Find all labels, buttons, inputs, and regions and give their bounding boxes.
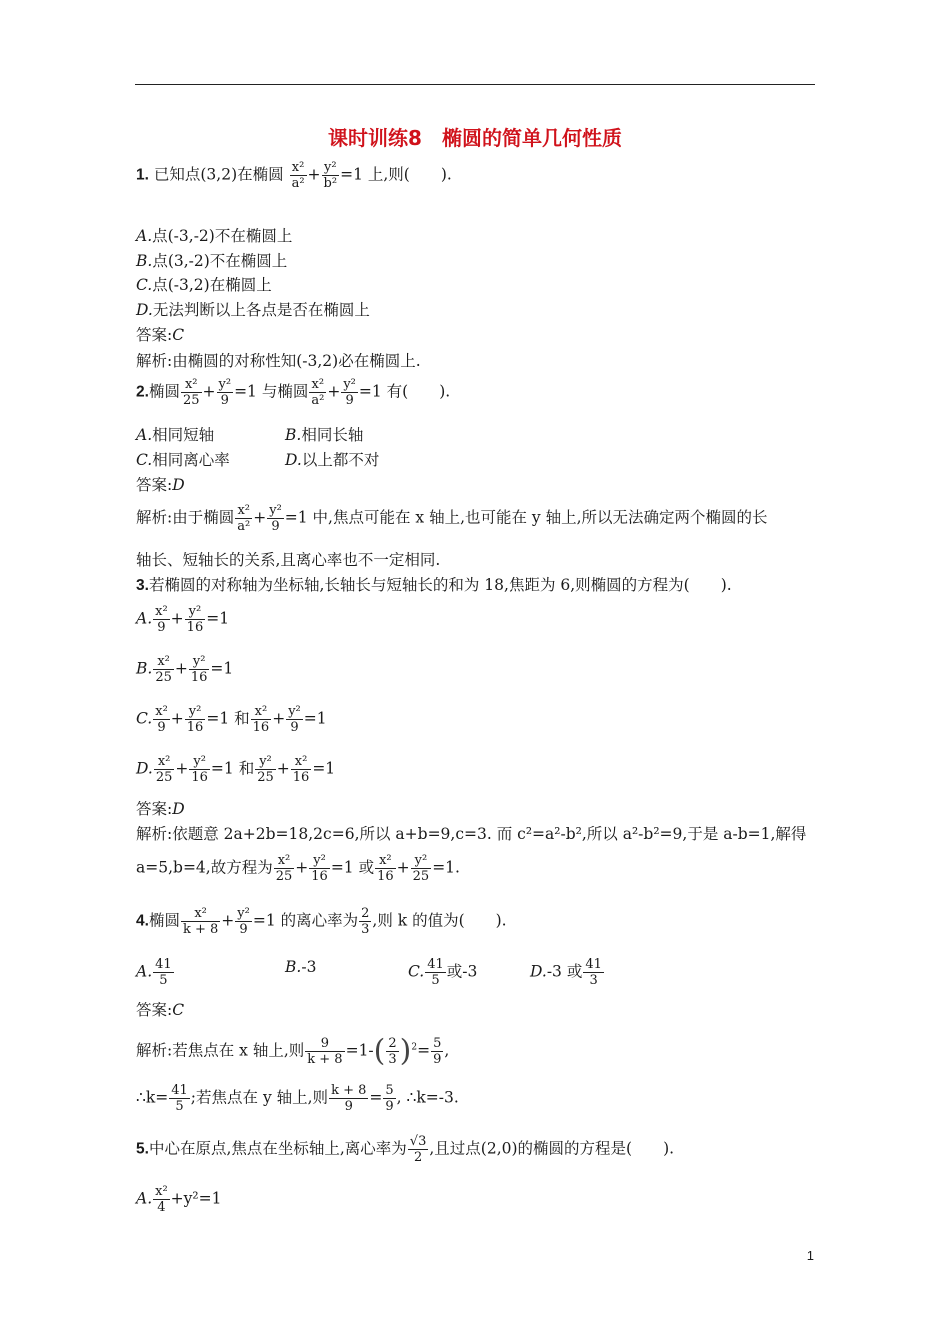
fraction: $\frac{\text{y²}}{9}$ — [343, 377, 356, 408]
fraction: $\frac{\text{x²}}{\text{a²}}$ — [311, 377, 325, 408]
fraction: $\frac{\text{y²}}{16}$ — [311, 853, 328, 884]
q2-stem: 2.椭圆 $\frac{\text{x²}}{25}$ + $\frac{\text{y²}}{9}$ =1 与椭圆 $\frac{\text{x²}}{\text{a²}}$ + $\frac{\text{y²}}{9}$ =1 有( ). — [136, 377, 451, 408]
page-number: 1 — [806, 1248, 814, 1263]
fraction: $\frac{2}{3}$ — [361, 906, 370, 937]
q3-analysis-cont: a=5,b=4,故方程为 $\frac{\text{x²}}{25}$ + $\frac{\text{y²}}{16}$ =1 或 $\frac{\text{x²}}{16}$ + $\frac{\text{y²}}{25}$ =1. — [136, 853, 460, 884]
fraction: $\frac{\text{x²}}{16}$ — [292, 754, 310, 785]
fraction: $\frac{\text{x²}}{4}$ — [155, 1184, 168, 1215]
q1-option-c: C.点(-3,2)在椭圆上 — [136, 276, 272, 294]
fraction: $\frac{√3}{2}$ — [409, 1134, 427, 1165]
fraction: $\frac{\text{x²}}{16}$ — [377, 853, 394, 884]
q1-answer: 答案:C — [136, 326, 185, 344]
fraction: $\frac{\text{x²}}{\text{a²}}$ — [237, 503, 251, 534]
fraction: $\frac{5}{9}$ — [433, 1036, 442, 1067]
fraction: $\frac{\text{x²}}{9}$ — [155, 604, 168, 635]
q5-option-a: A. $\frac{\text{x²}}{4}$ +y²=1 — [136, 1184, 222, 1215]
q3-stem: 3.若椭圆的对称轴为坐标轴,长轴长与短轴长的和为 18,焦距为 6,则椭圆的方程为( ). — [136, 576, 732, 594]
q3-answer: 答案:D — [136, 800, 185, 818]
fraction: $\frac{\text{x²}}{\text{a²}}$ — [291, 160, 305, 191]
q3-option-a: A. $\frac{\text{x²}}{9}$ + $\frac{\text{y²}}{16}$ =1 — [136, 604, 230, 635]
fraction: $\frac{k + 8}{9}$ — [331, 1083, 367, 1114]
q3-analysis: 解析:依题意 2a+2b=18,2c=6,所以 a+b=9,c=3. 而 c²=a²-b²,所以 a²-b²=9,于是 a-b=1,解得 — [136, 825, 807, 843]
q3-option-d: D. $\frac{\text{x²}}{25}$ + $\frac{\text{y²}}{16}$ =1 和 $\frac{\text{y²}}{25}$ + $\frac{\text{x²}}{16}$ =1 — [136, 754, 336, 785]
fraction: $\frac{5}{9}$ — [385, 1083, 394, 1114]
q3-option-b: B. $\frac{\text{x²}}{25}$ + $\frac{\text{y²}}{16}$ =1 — [136, 654, 234, 685]
q1-option-b: B.点(3,-2)不在椭圆上 — [136, 252, 288, 270]
q4-stem: 4.椭圆 $\frac{\text{x²}}{k + 8}$ + $\frac{\text{y²}}{9}$ =1 的离心率为 $\frac{2}{3}$ ,则 k 的值为( ). — [136, 906, 507, 937]
fraction: $\frac{\text{y²}}{9}$ — [237, 906, 250, 937]
header-rule — [135, 84, 815, 85]
q1-number: 1. — [136, 166, 149, 184]
q1-stem: 1. 已知点(3,2)在椭圆 $\frac{\text{x²}}{\text{a²}}$ + $\frac{\text{y²}}{\text{b²}}$ =1 上,则( ). — [136, 160, 452, 191]
fraction: $\frac{\text{y²}}{16}$ — [190, 654, 208, 685]
fraction: $\frac{\text{x²}}{25}$ — [155, 754, 173, 785]
q1-option-d: D.无法判断以上各点是否在椭圆上 — [136, 301, 370, 319]
fraction: $\frac{41}{5}$ — [155, 957, 172, 988]
fraction: $\frac{\text{x²}}{25}$ — [275, 853, 293, 884]
q3-option-c: C. $\frac{\text{x²}}{9}$ + $\frac{\text{y²}}{16}$ =1 和 $\frac{\text{x²}}{16}$ + $\frac{\text{y²}}{9}$ =1 — [136, 704, 327, 735]
fraction: $\frac{41}{5}$ — [171, 1083, 188, 1114]
fraction: $\frac{9}{k + 8}$ — [307, 1036, 343, 1067]
fraction: $\frac{\text{x²}}{25}$ — [155, 654, 172, 685]
page-title: 课时训练8 椭圆的简单几何性质 — [328, 126, 622, 150]
fraction: $\frac{\text{y²}}{16}$ — [191, 754, 208, 785]
fraction: $\frac{\text{x²}}{k + 8}$ — [182, 906, 219, 937]
fraction: $\frac{\text{y²}}{9}$ — [288, 704, 301, 735]
q4-option-a: A. $\frac{41}{5}$ — [136, 957, 172, 988]
fraction: $\frac{41}{5}$ — [427, 957, 444, 988]
q2-option-c: C.相同离心率 — [136, 451, 230, 469]
q2-analysis: 解析:由于椭圆 $\frac{\text{x²}}{\text{a²}}$ + $\frac{\text{y²}}{9}$ =1 中,焦点可能在 x 轴上,也可能在 y 轴上,所以无法确定两个椭圆的长 — [136, 503, 768, 534]
q1-option-a: A.点(-3,-2)不在椭圆上 — [136, 227, 293, 245]
q4-analysis-cont: ∴k= $\frac{41}{5}$ ;若焦点在 y 轴上,则 $\frac{k + 8}{9}$ = $\frac{5}{9}$ , ∴k=-3. — [136, 1083, 459, 1114]
q2-option-b: B.相同长轴 — [285, 426, 364, 444]
fraction: $\frac{\text{y²}}{\text{b²}}$ — [323, 160, 338, 191]
fraction: $\frac{\text{y²}}{9}$ — [218, 377, 232, 408]
q4-option-d: D.-3 或 $\frac{41}{3}$ — [530, 957, 602, 988]
q2-answer: 答案:D — [136, 476, 185, 494]
fraction: $\frac{41}{3}$ — [585, 957, 602, 988]
q4-option-b: B.-3 — [285, 958, 317, 976]
q1-stem-text: 已知点(3,2)在椭圆 — [153, 165, 284, 184]
q1-analysis: 解析:由椭圆的对称性知(-3,2)必在椭圆上. — [136, 352, 421, 370]
q4-analysis: 解析:若焦点在 x 轴上,则 $\frac{9}{k + 8}$ =1-( $\frac{2}{3}$ )$^2$= $\frac{5}{9}$ , — [136, 1033, 450, 1069]
q4-option-c: C. $\frac{41}{5}$ 或-3 — [408, 957, 478, 988]
fraction: $\frac{\text{y²}}{25}$ — [412, 853, 430, 884]
q2-option-d: D.以上都不对 — [285, 451, 380, 469]
q2-option-a: A.相同短轴 — [136, 426, 215, 444]
fraction: $\frac{2}{3}$ — [388, 1036, 397, 1067]
fraction: $\frac{\text{y²}}{25}$ — [257, 754, 274, 785]
q2-analysis-cont: 轴长、短轴长的关系,且离心率也不一定相同. — [136, 551, 441, 569]
fraction: $\frac{\text{y²}}{16}$ — [186, 604, 204, 635]
fraction: $\frac{\text{y²}}{16}$ — [186, 704, 204, 735]
fraction: $\frac{\text{y²}}{9}$ — [269, 503, 282, 534]
fraction: $\frac{\text{x²}}{25}$ — [182, 377, 200, 408]
fraction: $\frac{\text{x²}}{9}$ — [155, 704, 168, 735]
q4-answer: 答案:C — [136, 1001, 185, 1019]
fraction: $\frac{\text{x²}}{16}$ — [252, 704, 270, 735]
q5-stem: 5.中心在原点,焦点在坐标轴上,离心率为 $\frac{√3}{2}$ ,且过点(2,0)的椭圆的方程是( ). — [136, 1134, 675, 1165]
